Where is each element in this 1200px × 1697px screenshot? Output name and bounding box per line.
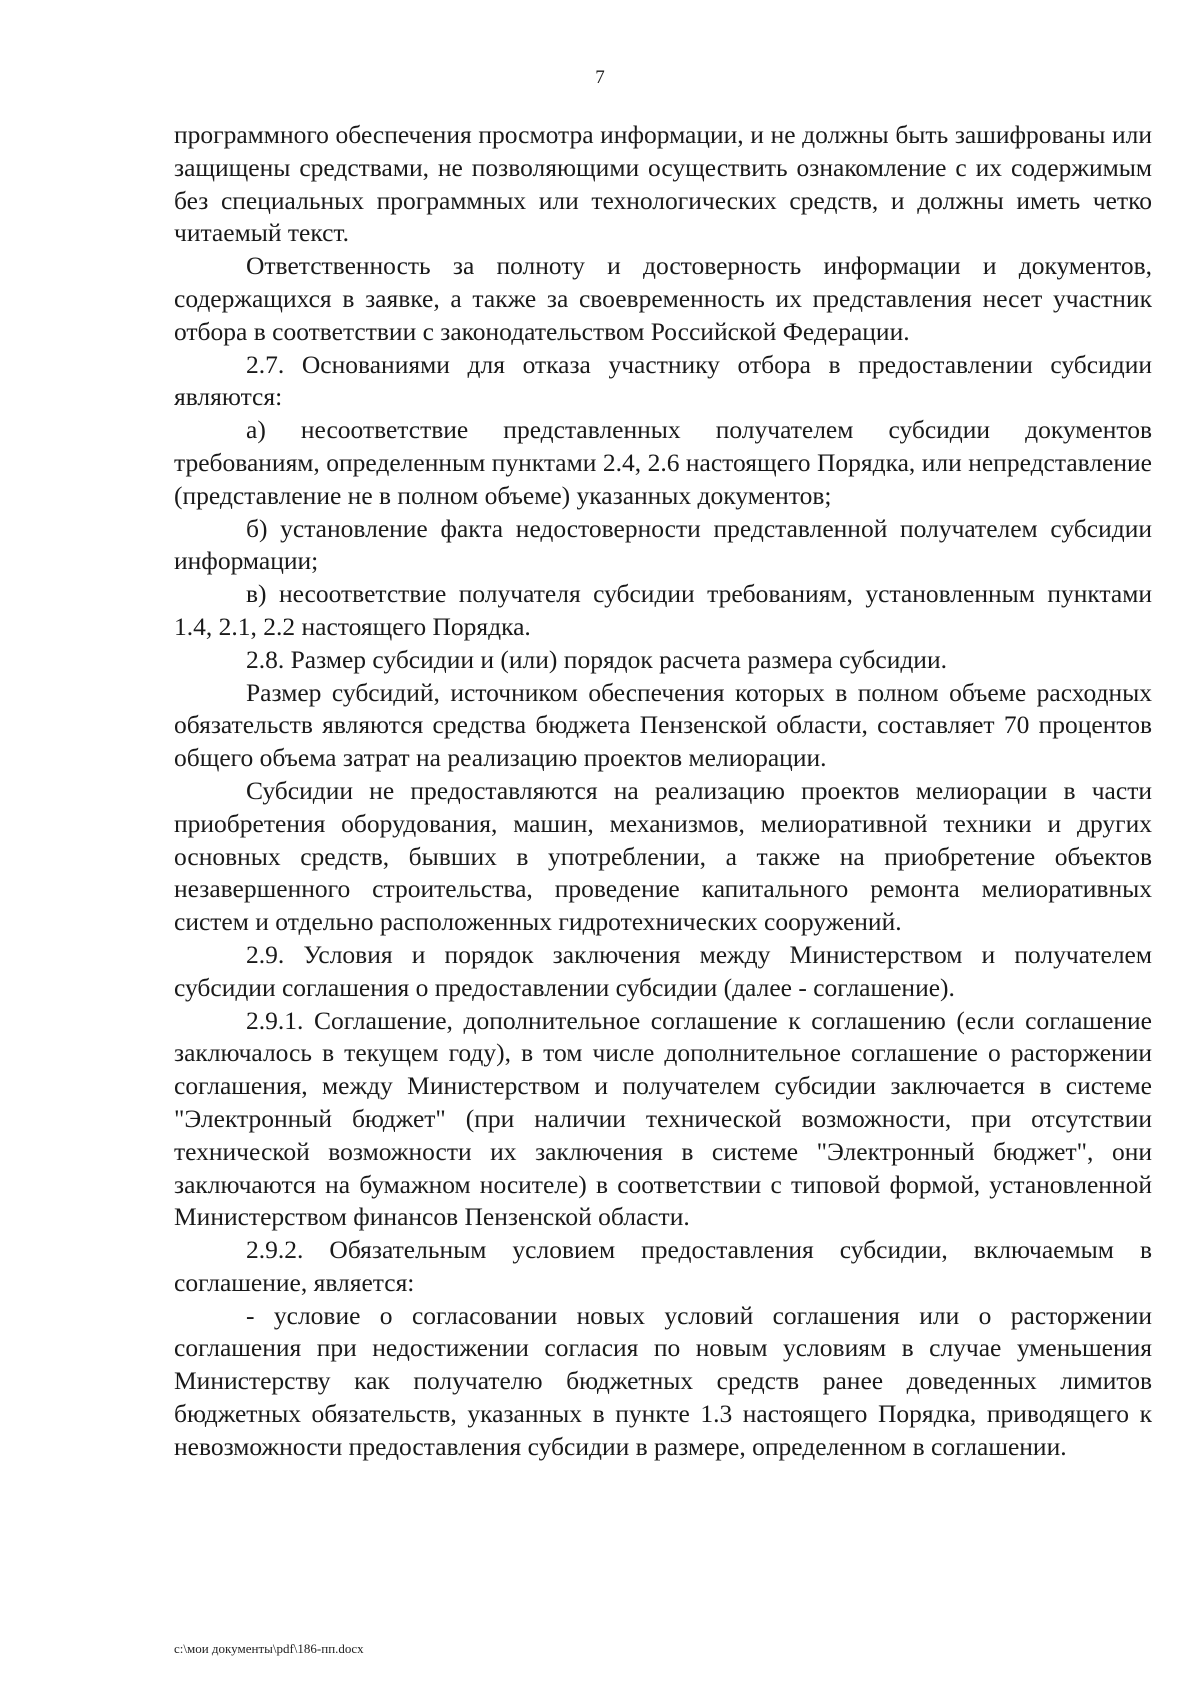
document-body (174, 119, 1152, 1464)
paragraph-4: а) несоответствие представленных получателем субсидии документов требованиям, определенным пунктами 2.4, 2.6 настоящего Порядка, или непредставление (представление не в полном объеме) указанных документов; (174, 415, 1152, 510)
paragraph-11: 2.9.1. Соглашение, дополнительное соглашение к соглашению (если соглашение заключалось в текущем году), в том числе дополнительное соглашение о расторжении соглашения, между Министерством и получателем субсидии заключается в системе "Электронный бюджет" (при наличии технической возможности, при отсутствии технической возможности их заключения в системе "Электронный бюджет", они заключаются на бумажном носителе) в соответствии с типовой формой, установленной Министерством финансов Пензенской области. (174, 1005, 1152, 1232)
paragraph-10: 2.9. Условия и порядок заключения между Министерством и получателем субсидии соглашения о предоставлении субсидии (далее - соглашение). (174, 939, 1152, 1002)
paragraph-9: Субсидии не предоставляются на реализацию проектов мелиорации в части приобретения оборудования, машин, механизмов, мелиоративной техники и других основных средств, бывших в употреблении, а также на приобретение объектов незавершенного строительства, проведение капитального ремонта мелиоративных систем и отдельно расположенных гидротехнических сооружений. (174, 775, 1152, 937)
paragraph-5: б) установление факта недостоверности представленной получателем субсидии информации; (174, 513, 1152, 576)
paragraph-2: Ответственность за полноту и достоверность информации и документов, содержащихся в заявке, а также за своевременность их представления несет участник отбора в соответствии с законодательством Российской Федерации. (174, 251, 1152, 346)
paragraph-8: Размер субсидий, источником обеспечения которых в полном объеме расходных обязательств являются средства бюджета Пензенской области, составляет 70 процентов общего объема затрат на реализацию проектов мелиорации. (174, 677, 1152, 773)
paragraph-3: 2.7. Основаниями для отказа участнику отбора в предоставлении субсидии являются: (174, 349, 1152, 412)
paragraph-12: 2.9.2. Обязательным условием предоставления субсидии, включаемым в соглашение, является: (174, 1235, 1152, 1297)
footer-file-path: c:\мои документы\pdf\186-пп.docx (174, 1641, 364, 1656)
paragraph-1: программного обеспечения просмотра информации, и не должны быть зашифрованы или защищены средствами, не позволяющими осуществить ознакомление с их содержимым без специальных программных или технологических средств, и должны иметь четко читаемый текст. (174, 120, 1152, 248)
paragraph-7: 2.8. Размер субсидии и (или) порядок расчета размера субсидии. (246, 644, 947, 674)
paragraph-13: - условие о согласовании новых условий соглашения или о расторжении соглашения при недостижении согласия по новым условиям в случае уменьшения Министерству как получателю бюджетных средств ранее доведенных лимитов бюджетных обязательств, указанных в пункте 1.3 настоящего Порядка, приводящего к невозможности предоставления субсидии в размере, определенном в соглашении. (174, 1300, 1152, 1461)
paragraph-6: в) несоответствие получателя субсидии требованиям, установленным пунктами 1.4, 2.1, 2.2 настоящего Порядка. (174, 579, 1152, 641)
page-number: 7 (595, 67, 605, 88)
